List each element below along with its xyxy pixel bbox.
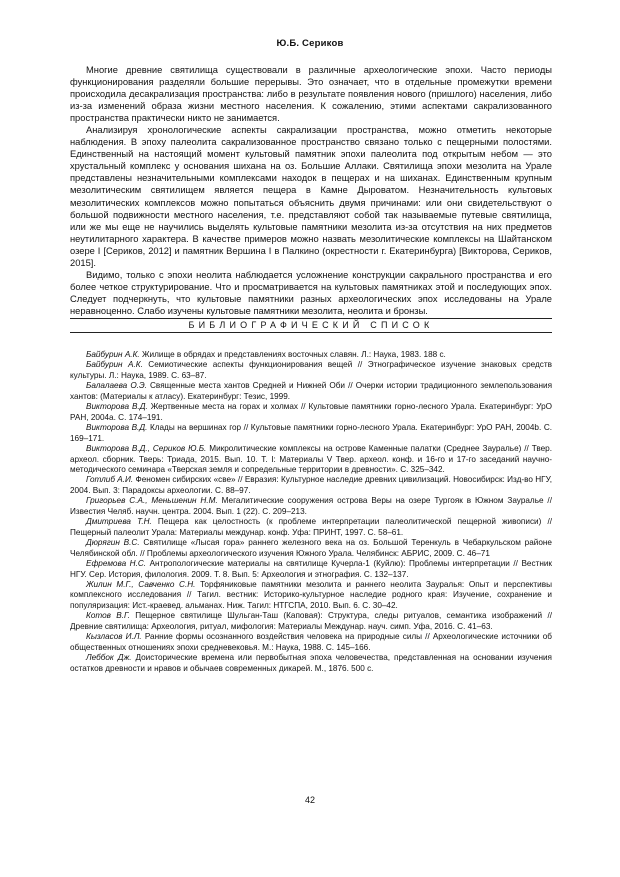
reference-text: Священные места хантов Средней и Нижней Оби // Очерки истории традиционного землепользования хантов: (Материалы к атласу). Екатеринбург: Тезис, 1999. bbox=[70, 381, 553, 401]
reference-list bbox=[70, 350, 552, 674]
reference-text: Микролитические комплексы на острове Каменные палатки (Среднее Зауралье) // Твер. археол. сборник. Тверь: Триада, 2015. Вып. 10. Т. I: Материалы V Твер. археол. конф. и 16-го и 17-го заседаний научно-методического семинара «Тверская земля и сопредельные территории в древности». С. 325–342. bbox=[70, 444, 553, 474]
body-paragraph: Видимо, только с эпохи неолита наблюдается усложнение конструкции сакрального пространства и его более четкое структурирование. Что и просматривается на культовых памятниках этой и последующих эпох. Следует подчеркнуть, что культовые памятники разных археологических эпох исследованы на Урале неравноценно. Слабо изучены культовые памятники мезолита, неолита и бронзы. bbox=[70, 269, 552, 316]
reference-author: Дюрягин В.С. bbox=[86, 538, 140, 548]
reference-author: Кызласов И.Л. bbox=[86, 632, 142, 642]
reference-text: Пещера как целостность (к проблеме интерпретации палеолитической пещерной живописи) // Пещерный палеолит Урала: Материалы междунар. конф. Уфа: ПРИНТ, 1997. С. 58–61. bbox=[70, 517, 552, 537]
reference-author: Викторова В.Д. bbox=[86, 423, 148, 433]
reference-text: Торфяниковые памятники мезолита и раннего неолита Зауралья: Опыт и перспективы комплексного исследования // Тагил. вестник: Историко-культурное наследие родного края: Изучение, сохранение и популяризация: Ист.-краевед. альманах. Ниж. Тагил: НТГСПА, 2010. Вып. 6. С. 30–42. bbox=[70, 579, 552, 610]
reference-author: Байбурин А.К. bbox=[86, 360, 143, 370]
reference-text: Доисторические времена или первобытная эпоха человечества, представленная на основании изучения остатков древности и нравов и обычаев современных дикарей. М., 1876. 500 с. bbox=[70, 653, 552, 673]
reference-item bbox=[70, 580, 552, 611]
reference-text: Мегалитические сооружения острова Веры на озере Тургояк в Южном Зауралье // Известия Челяб. научн. центра. 2004. Вып. 1 (22). С. 209–213. bbox=[70, 496, 552, 516]
reference-item bbox=[70, 653, 552, 674]
reference-item bbox=[70, 444, 552, 475]
bibliography-heading: БИБЛИОГРАФИЧЕСКИЙ СПИСОК bbox=[70, 318, 552, 333]
reference-text: Жертвенные места на горах и холмах // Культовые памятники горно-лесного Урала. Екатеринбург: УрО РАН, 2004а. С. 174–191. bbox=[70, 402, 553, 422]
reference-item bbox=[70, 538, 552, 559]
reference-author: Жилин М.Г., Савченко С.Н. bbox=[86, 579, 196, 589]
reference-item bbox=[70, 402, 552, 423]
body-paragraph: Многие древние святилища существовали в различные археологические эпохи. Часто периоды функционирования разделяли большие перерывы. Это означает, что в отдельные промежутки времени происходила десакрализация пространства: либо в результате появления нового (пришлого) населения, либо из-за изменений образа жизни местного населения. К сожалению, этими аспектами сакрализованного пространства практически никто не занимается. bbox=[70, 65, 552, 124]
reference-author: Балалаева О.Э. bbox=[86, 381, 147, 391]
reference-item bbox=[70, 423, 552, 444]
reference-text: Семиотические аспекты функционирования вещей // Этнографическое изучение знаковых средств культуры. Л.: Наука, 1989. С. 63–87. bbox=[70, 360, 552, 380]
article-body bbox=[70, 64, 552, 317]
reference-author: Ефремова Н.С. bbox=[86, 559, 147, 569]
reference-text: Ранние формы осознанного воздействия человека на природные силы // Археологические источники об общественных отношениях эпохи средневековья. М.: Наука, 1988. С. 145–166. bbox=[70, 632, 552, 652]
reference-item bbox=[70, 559, 552, 580]
reference-item bbox=[70, 475, 552, 496]
reference-item bbox=[70, 632, 552, 653]
reference-text: Антропологические материалы на святилище Кучерла-1 (Куйлю): Проблемы интерпретации // Вестник НГУ. Сер. История, филология. 2009. Т. 8. Вып. 5: Археология и этнография. С. 132–137. bbox=[70, 559, 552, 579]
body-paragraph: Анализируя хронологические аспекты сакрализации пространства, можно отметить некоторые наблюдения. В эпоху палеолита сакрализованное пространство связано только с пещерными полостями. Единственный на настоящий момент культовый памятник эпохи палеолита под открытым небом — это хрустальный комплекс у основания шихана на оз. Большие Аллаки. Святилища эпохи мезолита на Урале представлены незначительными комплексами находок в пещерах и на шиханах. Единственным крупным мезолитическим святилищем является пещера в Камне Дыроватом. Незначительность культовых мезолитических комплексов можно попытаться объяснить двумя причинами: или они свидетельствуют о большой подвижности местного населения, т.е. представляют собой так называемые путевые святилища, или же мы еще не научились выделять культовые памятники мезолита из-за отсутствия на них предметов неутилитарного характера. В качестве примеров можно назвать мезолитические комплексы на Шайтанском озере I [Сериков, 2012] и памятник Вершина I в Палкино (окрестности г. Екатеринбурга) [Викторова, Сериков, 2015]. bbox=[70, 125, 552, 268]
reference-text: Феномен сибирских «све» // Евразия: Культурное наследие древних цивилизаций. Новосибирск: Изд-во НГУ, 2004. Вып. 3: Парадоксы археологии. С. 88–97. bbox=[70, 475, 552, 495]
reference-author: Викторова В.Д., Сериков Ю.Б. bbox=[86, 444, 207, 454]
reference-text: Жилище в обрядах и представлениях восточных славян. Л.: Наука, 1983. 188 с. bbox=[139, 350, 446, 359]
running-header: Ю.Б. Сериков bbox=[276, 38, 344, 49]
reference-item bbox=[70, 496, 552, 517]
page-number: 42 bbox=[304, 795, 315, 805]
reference-author: Котов В.Г. bbox=[86, 611, 130, 621]
reference-author: Леббок Дж. bbox=[86, 653, 132, 663]
reference-item bbox=[70, 360, 552, 381]
reference-text: Пещерное святилище Шульган-Таш (Каповая): Структура, следы ритуалов, семантика изображений // Древние святилища: Археология, ритуал, мифология: Материалы Междунар. науч. симп. Уфа, 2016. С. 41–63. bbox=[70, 611, 552, 631]
reference-item bbox=[70, 611, 552, 632]
reference-author: Викторова В.Д. bbox=[86, 402, 148, 412]
reference-text: Клады на вершинах гор // Культовые памятники горно-лесного Урала. Екатеринбург: УрО РАН, 2004b. С. 169–171. bbox=[70, 423, 553, 443]
reference-author: Байбурин А.К. bbox=[86, 350, 140, 359]
reference-text: Святилище «Лысая гора» раннего железного века на оз. Большой Теренкуль в Чебаркульском районе Челябинской обл. // Проблемы археологического изучения Южного Урала. Челябинск: АБРИС, 2009. С. 46–71 bbox=[70, 538, 552, 558]
reference-item bbox=[70, 350, 552, 360]
reference-item bbox=[70, 517, 552, 538]
reference-author: Готлиб А.И. bbox=[86, 475, 134, 485]
reference-author: Дмитриева Т.Н. bbox=[86, 517, 152, 527]
reference-author: Григорьев С.А., Меньшенин Н.М. bbox=[86, 496, 218, 506]
reference-item bbox=[70, 381, 552, 402]
